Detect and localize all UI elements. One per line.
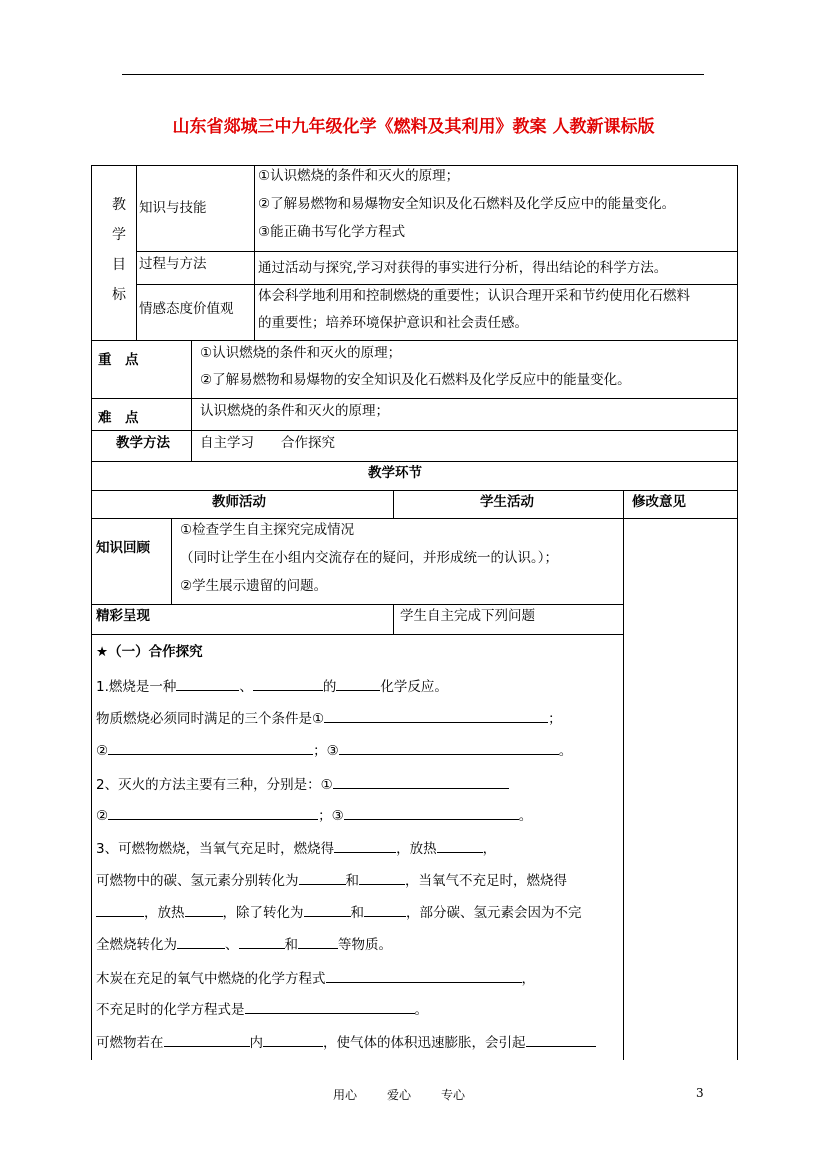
highlight-label: 精彩呈现 bbox=[96, 608, 150, 624]
page-title: 山东省郯城三中九年级化学《燃料及其利用》教案 人教新课标版 bbox=[172, 117, 655, 137]
difficulty-label: 难 点 bbox=[98, 410, 139, 426]
question-4-line-2: 不充足时的化学方程式是 。 bbox=[96, 1002, 428, 1018]
review-line: ②学生展示遗留的问题。 bbox=[180, 578, 328, 594]
question-3-line-4: 全燃烧转化为 、 和 等物质。 bbox=[96, 937, 392, 953]
highlight-student-text: 学生自主完成下列问题 bbox=[400, 608, 535, 624]
key-points-label: 重 点 bbox=[98, 352, 139, 368]
objective-attitude-line: 的重要性；培养环境保护意识和社会责任感。 bbox=[258, 315, 528, 331]
review-line: ①检查学生自主探究完成情况 bbox=[180, 522, 355, 538]
question-3-line-1: 3、可燃物燃烧，当氧气充足时，燃烧得 ，放热 ， bbox=[96, 841, 497, 857]
question-3-line-3: ，放热 ，除了转化为 和 ，部分碳、氢元素会因为不完 bbox=[96, 903, 582, 921]
review-label: 知识回顾 bbox=[96, 540, 150, 556]
header-rule bbox=[122, 74, 704, 75]
objective-label-attitude: 情感态度价值观 bbox=[139, 301, 234, 317]
question-1-conditions: 物质燃烧必须同时满足的三个条件是① ； bbox=[96, 711, 562, 727]
question-3-line-2: 可燃物中的碳、氢元素分别转化为 和 ，当氧气不充足时，燃烧得 bbox=[96, 873, 567, 889]
question-1: 1.燃烧是一种 、 的 化学反应。 bbox=[96, 679, 448, 695]
difficulty-text: 认识燃烧的条件和灭火的原理； bbox=[200, 403, 389, 419]
question-2-methods: ② ；③ 。 bbox=[96, 808, 533, 824]
question-4-line-1: 木炭在充足的氧气中燃烧的化学方程式 ， bbox=[96, 971, 535, 987]
key-point-line: ②了解易燃物和易爆物的安全知识及化石燃料及化学反应中的能量变化。 bbox=[200, 372, 631, 388]
objective-knowledge-line: ③能正确书写化学方程式 bbox=[258, 224, 406, 240]
method-text: 自主学习 合作探究 bbox=[200, 435, 335, 451]
objective-knowledge-line: ①认识燃烧的条件和灭火的原理； bbox=[258, 168, 460, 184]
footer-motto: 用心 爱心 专心 bbox=[333, 1088, 466, 1102]
stage-header: 教学环节 bbox=[368, 465, 422, 481]
question-1-conditions-2: ② ；③ 。 bbox=[96, 743, 573, 759]
objective-process-line: 通过活动与探究,学习对获得的事实进行分析，得出结论的科学方法。 bbox=[258, 260, 668, 276]
page-number: 3 bbox=[696, 1086, 704, 1100]
question-2: 2、灭火的方法主要有三种，分别是：① bbox=[96, 775, 509, 793]
method-label: 教学方法 bbox=[116, 435, 170, 451]
objective-label-knowledge: 知识与技能 bbox=[139, 200, 207, 216]
objective-attitude-line: 体会科学地利用和控制燃烧的重要性；认识合理开采和节约使用化石燃料 bbox=[258, 288, 690, 304]
column-teacher: 教师活动 bbox=[212, 494, 266, 510]
column-student: 学生活动 bbox=[480, 494, 534, 510]
exploration-heading: ★（一）合作探究 bbox=[96, 644, 203, 660]
objectives-header: 教 学 目 标 bbox=[112, 197, 126, 303]
review-line: （同时让学生在小组内交流存在的疑问，并形成统一的认识。）； bbox=[180, 550, 558, 566]
key-point-line: ①认识燃烧的条件和灭火的原理； bbox=[200, 345, 402, 361]
question-5: 可燃物若在 内 ，使气体的体积迅速膨胀，会引起 bbox=[96, 1033, 596, 1051]
objective-label-process: 过程与方法 bbox=[139, 256, 207, 272]
column-revision: 修改意见 bbox=[632, 494, 686, 510]
objective-knowledge-line: ②了解易燃物和易爆物安全知识及化石燃料及化学反应中的能量变化。 bbox=[258, 196, 676, 212]
